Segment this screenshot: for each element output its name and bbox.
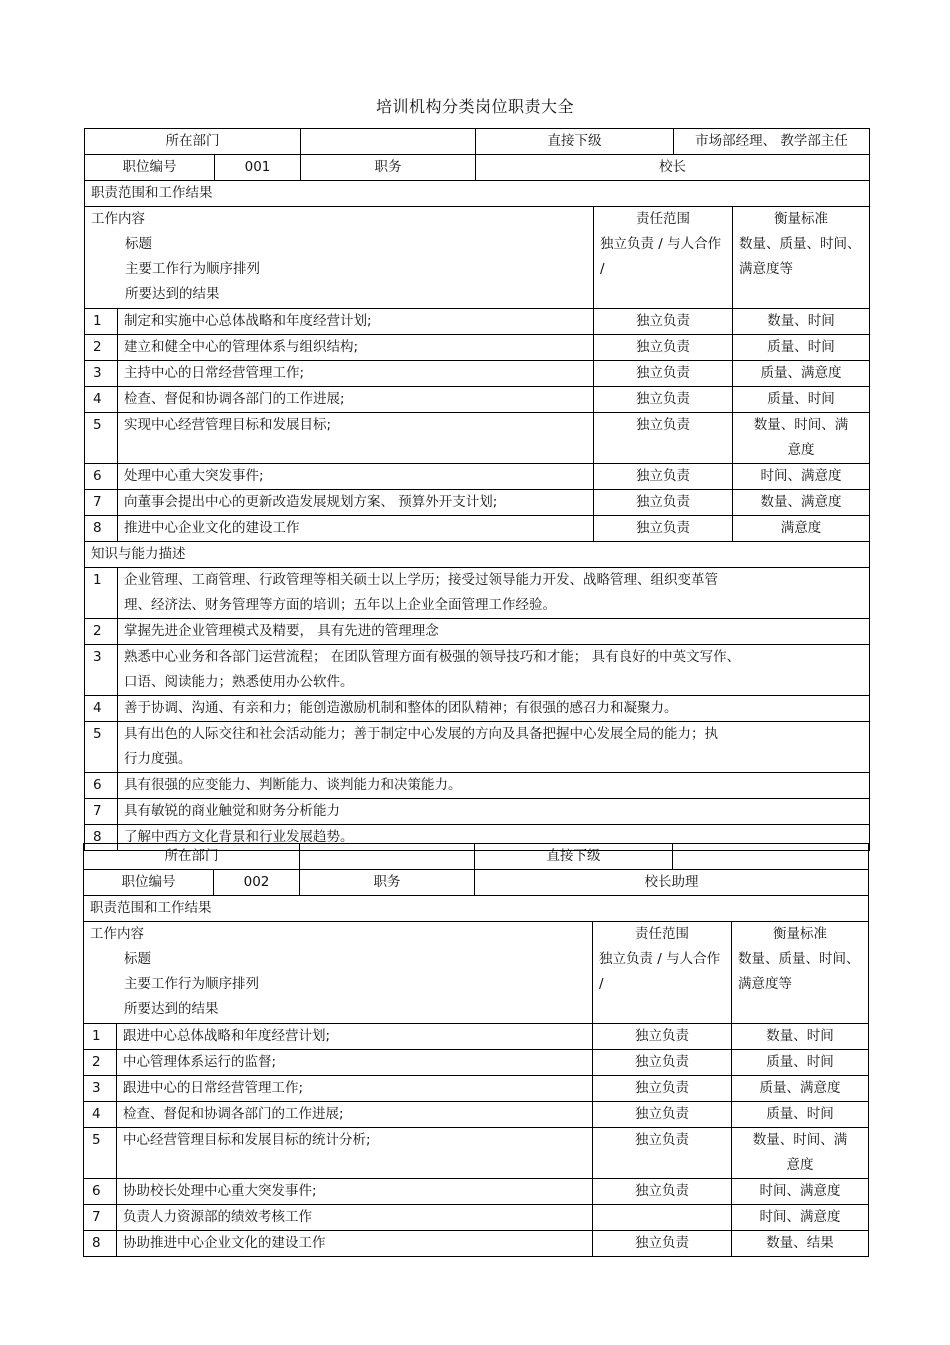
- duty-text: 协助推进中心企业文化的建设工作: [117, 1231, 593, 1257]
- duty-measure: 满意度: [733, 516, 870, 542]
- duty-responsibility: 独立负责: [593, 1128, 732, 1179]
- resp-range-label: 责任范围: [635, 926, 690, 942]
- duty-row: [85, 335, 870, 361]
- duty-number: 7: [85, 490, 118, 516]
- resp-range-header: [593, 922, 732, 1024]
- duty-text: 负责人力资源部的绩效考核工作: [117, 1205, 593, 1231]
- position-value: 校长: [476, 155, 870, 181]
- duty-responsibility: 独立负责: [594, 516, 733, 542]
- duty-text: 检查、督促和协调各部门的工作进展;: [117, 1102, 593, 1128]
- subordinate-label: 直接下级: [475, 844, 673, 870]
- duty-row: [85, 413, 870, 464]
- duty-text: 向董事会提出中心的更新改造发展规划方案、 预算外开支计划;: [118, 490, 594, 516]
- dept-label: 所在部门: [84, 844, 300, 870]
- duty-responsibility: 独立负责: [594, 413, 733, 464]
- measure-label: 衡量标准: [773, 926, 828, 942]
- duty-text: 检查、督促和协调各部门的工作进展;: [118, 387, 594, 413]
- duty-measure: 质量、时间: [733, 387, 870, 413]
- duty-responsibility: 独立负责: [594, 361, 733, 387]
- knowledge-number: 6: [85, 773, 118, 799]
- knowledge-header: 知识与能力描述: [85, 542, 870, 568]
- duty-measure: 数量、时间、满意度: [733, 413, 870, 464]
- heading-label: 标题: [125, 236, 152, 252]
- work-content-header: [84, 922, 593, 1024]
- knowledge-text: 掌握先进企业管理模式及精要， 具有先进的管理理念: [118, 619, 870, 645]
- duty-text: 处理中心重大突发事件;: [118, 464, 594, 490]
- measure-desc: 数量、质量、时间、满意度等: [739, 236, 861, 277]
- duty-number: 6: [84, 1179, 117, 1205]
- measure-header: [732, 922, 869, 1024]
- subordinate-value: 市场部经理、 教学部主任: [674, 129, 870, 155]
- scope-header: 职责范围和工作结果: [85, 181, 870, 207]
- duty-text: 协助校长处理中心重大突发事件;: [117, 1179, 593, 1205]
- duty-responsibility: [593, 1205, 732, 1231]
- duty-number: 2: [84, 1050, 117, 1076]
- duty-row: [85, 387, 870, 413]
- duty-row: [84, 1205, 869, 1231]
- knowledge-text: 具有出色的人际交往和社会活动能力；善于制定中心发展的方向及具备把握中心发展全局的能力；执 行力度强。: [118, 722, 870, 773]
- subordinate-value: [673, 844, 869, 870]
- duty-number: 5: [85, 413, 118, 464]
- dept-value: [300, 844, 475, 870]
- subordinate-label: 直接下级: [476, 129, 674, 155]
- knowledge-row: [85, 696, 870, 722]
- knowledge-number: 7: [85, 799, 118, 825]
- knowledge-row: [85, 619, 870, 645]
- duty-measure: 数量、时间、满意度: [732, 1128, 869, 1179]
- duty-responsibility: 独立负责: [594, 464, 733, 490]
- duty-responsibility: 独立负责: [593, 1050, 732, 1076]
- knowledge-text: 企业管理、工商管理、行政管理等相关硕士以上学历；接受过领导能力开发、战略管理、组织变革管 理、经济法、财务管理等方面的培训；五年以上企业全面管理工作经验。: [118, 568, 870, 619]
- duty-row: [84, 1050, 869, 1076]
- resp-range-header: [594, 207, 733, 309]
- duty-text: 主持中心的日常经营管理工作;: [118, 361, 594, 387]
- resp-range-desc: 独立负责 / 与人合作 /: [599, 951, 721, 992]
- knowledge-text: 了解中西方文化背景和行业发展趋势。: [118, 825, 870, 851]
- knowledge-number: 1: [85, 568, 118, 619]
- duty-row: [85, 490, 870, 516]
- duty-number: 1: [84, 1024, 117, 1050]
- duty-measure: 质量、时间: [733, 335, 870, 361]
- knowledge-number: 8: [85, 825, 118, 851]
- knowledge-row: [85, 799, 870, 825]
- position-value: 校长助理: [475, 870, 869, 896]
- work-content-label: 工作内容: [91, 211, 145, 227]
- duty-row: [84, 1128, 869, 1179]
- pos-no-label: 职位编号: [84, 870, 214, 896]
- duty-number: 4: [84, 1102, 117, 1128]
- duty-responsibility: 独立负责: [593, 1102, 732, 1128]
- duty-measure: 质量、满意度: [733, 361, 870, 387]
- duty-number: 3: [84, 1076, 117, 1102]
- knowledge-number: 4: [85, 696, 118, 722]
- duty-row: [84, 1179, 869, 1205]
- duty-responsibility: 独立负责: [593, 1231, 732, 1257]
- measure-desc: 数量、质量、时间、满意度等: [738, 951, 860, 992]
- duty-measure: 数量、满意度: [733, 490, 870, 516]
- result-label: 所要达到的结果: [125, 286, 220, 302]
- duty-responsibility: 独立负责: [593, 1076, 732, 1102]
- knowledge-row: [85, 645, 870, 696]
- duty-row: [84, 1076, 869, 1102]
- duty-text: 中心管理体系运行的监督;: [117, 1050, 593, 1076]
- pos-no-value: 002: [214, 870, 300, 896]
- knowledge-text: 熟悉中心业务和各部门运营流程； 在团队管理方面有极强的领导技巧和才能； 具有良好的中英文写作、 口语、阅读能力；熟悉使用办公软件。: [118, 645, 870, 696]
- duty-responsibility: 独立负责: [593, 1024, 732, 1050]
- duty-row: [84, 1102, 869, 1128]
- position-label: 职务: [300, 870, 475, 896]
- duty-number: 7: [84, 1205, 117, 1231]
- duty-measure: 质量、时间: [732, 1050, 869, 1076]
- duty-number: 8: [85, 516, 118, 542]
- dept-label: 所在部门: [85, 129, 301, 155]
- duty-responsibility: 独立负责: [594, 309, 733, 335]
- duty-number: 5: [84, 1128, 117, 1179]
- duty-number: 1: [85, 309, 118, 335]
- duty-measure: 质量、时间: [732, 1102, 869, 1128]
- duty-row: [85, 361, 870, 387]
- dept-value: [301, 129, 476, 155]
- duty-measure: 时间、满意度: [732, 1179, 869, 1205]
- main-behavior-label: 主要工作行为顺序排列: [125, 261, 260, 277]
- duty-responsibility: 独立负责: [593, 1179, 732, 1205]
- knowledge-number: 5: [85, 722, 118, 773]
- duty-text: 跟进中心总体战略和年度经营计划;: [117, 1024, 593, 1050]
- duty-responsibility: 独立负责: [594, 387, 733, 413]
- knowledge-row: [85, 568, 870, 619]
- duty-text: 推进中心企业文化的建设工作: [118, 516, 594, 542]
- scope-header: 职责范围和工作结果: [84, 896, 869, 922]
- duty-number: 4: [85, 387, 118, 413]
- duty-measure: 质量、满意度: [732, 1076, 869, 1102]
- duty-number: 6: [85, 464, 118, 490]
- duty-number: 2: [85, 335, 118, 361]
- knowledge-text: 具有很强的应变能力、判断能力、谈判能力和决策能力。: [118, 773, 870, 799]
- duty-responsibility: 独立负责: [594, 335, 733, 361]
- resp-range-label: 责任范围: [636, 211, 691, 227]
- duty-text: 制定和实施中心总体战略和年度经营计划;: [118, 309, 594, 335]
- duty-responsibility: 独立负责: [594, 490, 733, 516]
- duty-measure: 时间、满意度: [733, 464, 870, 490]
- duty-number: 3: [85, 361, 118, 387]
- resp-range-desc: 独立负责 / 与人合作 /: [600, 236, 722, 277]
- duty-number: 8: [84, 1231, 117, 1257]
- job-table-principal: [84, 128, 870, 851]
- duty-measure: 数量、时间: [732, 1024, 869, 1050]
- duty-row: [85, 309, 870, 335]
- document-title: 培训机构分类岗位职责大全: [375, 97, 574, 116]
- job-table-assistant: [83, 843, 869, 1257]
- work-content-header: [85, 207, 594, 309]
- measure-header: [733, 207, 870, 309]
- main-behavior-label: 主要工作行为顺序排列: [124, 976, 259, 992]
- duty-row: [84, 1231, 869, 1257]
- heading-label: 标题: [124, 951, 151, 967]
- pos-no-value: 001: [215, 155, 301, 181]
- duty-measure: 数量、时间: [733, 309, 870, 335]
- duty-text: 中心经营管理目标和发展目标的统计分析;: [117, 1128, 593, 1179]
- measure-label: 衡量标准: [774, 211, 829, 227]
- duty-text: 建立和健全中心的管理体系与组织结构;: [118, 335, 594, 361]
- duty-row: [84, 1024, 869, 1050]
- result-label: 所要达到的结果: [124, 1001, 219, 1017]
- knowledge-row: [85, 773, 870, 799]
- duty-text: 实现中心经营管理目标和发展目标;: [118, 413, 594, 464]
- knowledge-number: 2: [85, 619, 118, 645]
- position-label: 职务: [301, 155, 476, 181]
- duty-measure: 数量、结果: [732, 1231, 869, 1257]
- knowledge-text: 具有敏锐的商业触觉和财务分析能力: [118, 799, 870, 825]
- knowledge-row: [85, 722, 870, 773]
- work-content-label: 工作内容: [90, 926, 144, 942]
- duty-text: 跟进中心的日常经营管理工作;: [117, 1076, 593, 1102]
- knowledge-text: 善于协调、沟通、有亲和力；能创造激励机制和整体的团队精神；有很强的感召力和凝聚力。: [118, 696, 870, 722]
- duty-row: [85, 464, 870, 490]
- duty-row: [85, 516, 870, 542]
- knowledge-number: 3: [85, 645, 118, 696]
- pos-no-label: 职位编号: [85, 155, 215, 181]
- duty-measure: 时间、满意度: [732, 1205, 869, 1231]
